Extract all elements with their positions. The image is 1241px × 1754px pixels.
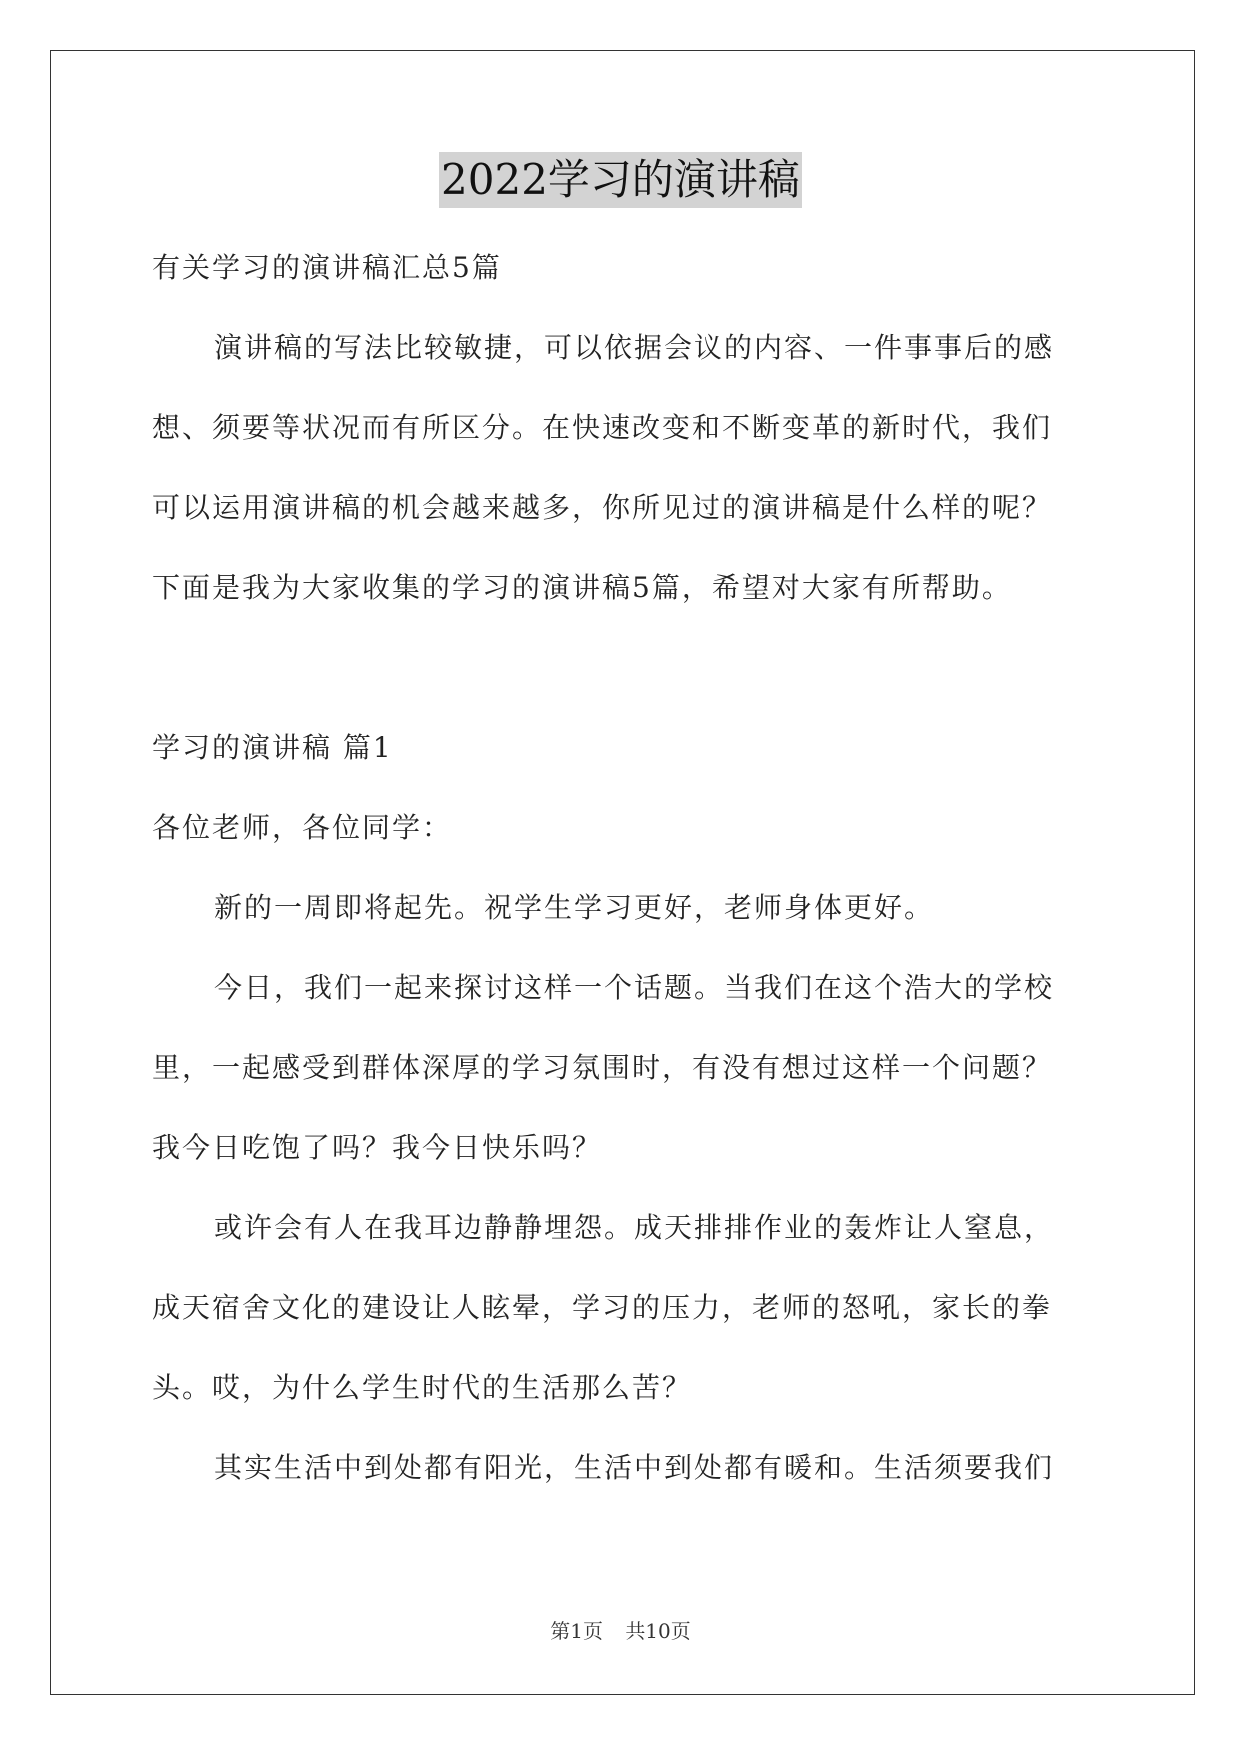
section-heading: 学习的演讲稿 篇1 — [152, 731, 393, 764]
page-footer — [0, 1615, 1241, 1644]
paragraph-line: 新的一周即将起先。祝学生学习更好，老师身体更好。 — [214, 891, 935, 924]
paragraph-line: 成天宿舍文化的建设让人眩晕，学习的压力，老师的怒吼，家长的拳 — [152, 1291, 1053, 1324]
title-container — [0, 152, 1241, 208]
paragraph-line: 其实生活中到处都有阳光，生活中到处都有暖和。生活须要我们 — [214, 1451, 1055, 1484]
paragraph-line: 我今日吃饱了吗？我今日快乐吗？ — [152, 1131, 603, 1164]
document-body — [152, 240, 1092, 1520]
paragraph-line: 或许会有人在我耳边静静埋怨。成天排排作业的轰炸让人窒息， — [214, 1211, 1055, 1244]
salutation: 各位老师，各位同学： — [152, 811, 453, 844]
paragraph-line: 头。哎，为什么学生时代的生活那么苦？ — [152, 1371, 693, 1404]
paragraph-line: 里，一起感受到群体深厚的学习氛围时，有没有想过这样一个问题？ — [152, 1051, 1053, 1084]
document-title: 2022学习的演讲稿 — [439, 152, 802, 208]
paragraph-line: 今日，我们一起来探讨这样一个话题。当我们在这个浩大的学校 — [214, 971, 1055, 1004]
paragraph-line: 可以运用演讲稿的机会越来越多，你所见过的演讲稿是什么样的呢？ — [152, 491, 1053, 524]
paragraph-line: 下面是我为大家收集的学习的演讲稿5篇，希望对大家有所帮助。 — [152, 571, 1012, 604]
page-number: 第1页 — [550, 1619, 603, 1643]
total-pages: 共10页 — [625, 1619, 691, 1643]
paragraph-line: 演讲稿的写法比较敏捷，可以依据会议的内容、一件事事后的感 — [214, 331, 1055, 364]
section-spacer — [152, 640, 1092, 720]
subtitle: 有关学习的演讲稿汇总5篇 — [152, 251, 502, 284]
paragraph-line: 想、须要等状况而有所区分。在快速改变和不断变革的新时代，我们 — [152, 411, 1053, 444]
